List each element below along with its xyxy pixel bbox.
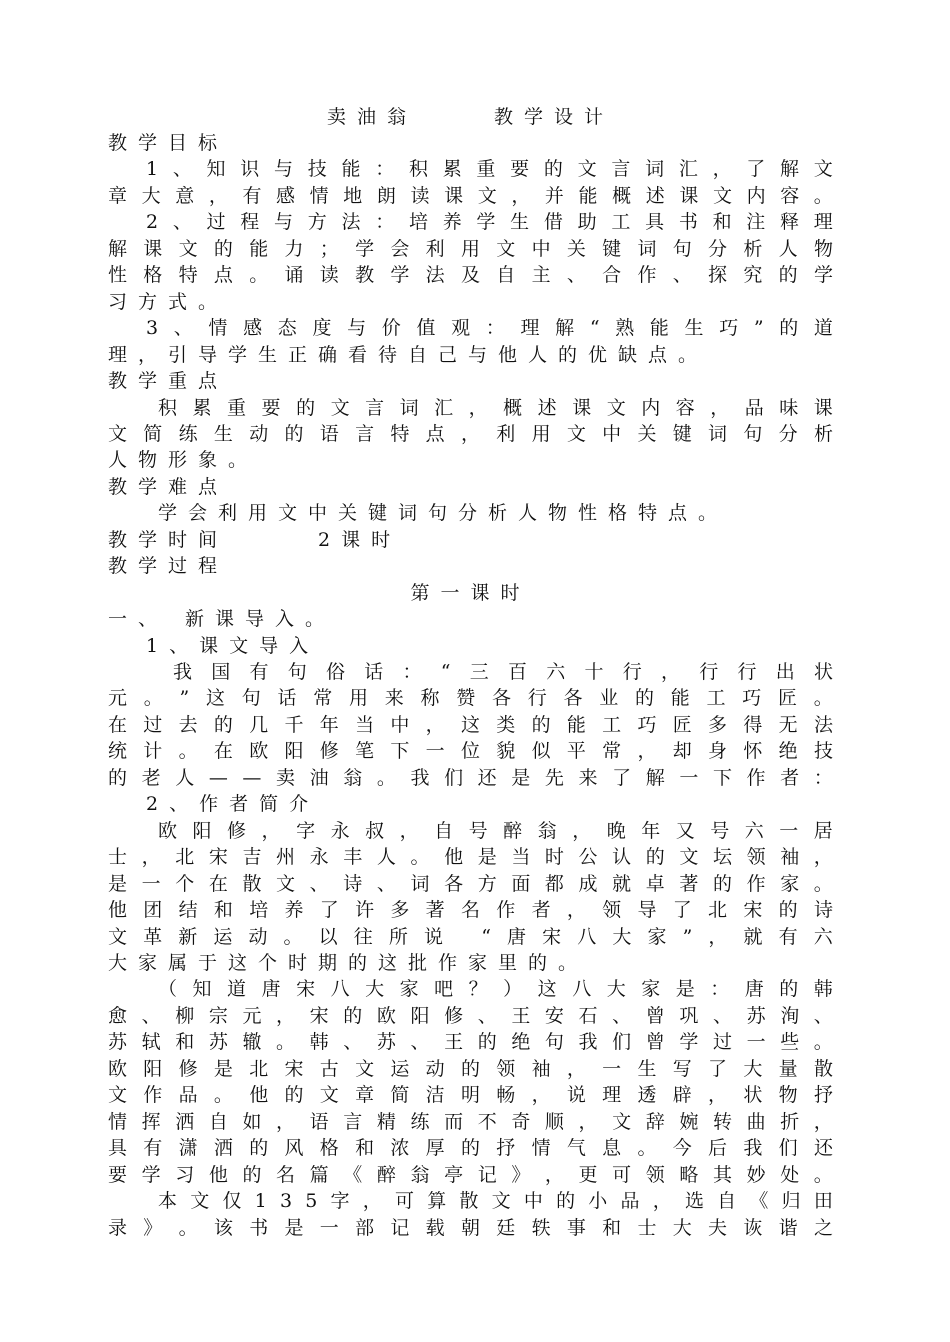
- text-line: 要 学 习 他 的 名 篇 《 醉 翁 亭 记 》 ， 更 可 领 略 其 妙 处 。: [108, 1163, 833, 1186]
- document-title: 卖油翁 教学设计: [326, 106, 615, 128]
- text-line: 的 老 人 — — 卖 油 翁 。 我 们 还 是 先 来 了 解 一 下 作 者 ：: [108, 766, 833, 789]
- text-line: 统 计 。 在 欧 阳 修 笔 下 一 位 貌 似 平 常 ， 却 身 怀 绝 技: [108, 740, 833, 763]
- text-line: 一、 新课导入。: [108, 608, 336, 631]
- text-line: 士 ， 北 宋 吉 州 永 丰 人 。 他 是 当 时 公 认 的 文 坛 领 袖 ，: [108, 846, 833, 869]
- text-line: 情 挥 洒 自 如 ， 语 言 精 练 而 不 奇 顺 ， 文 辞 婉 转 曲 折 ，: [108, 1110, 833, 1133]
- text-line: 1、课文导入: [146, 634, 320, 657]
- text-line: 教学难点: [108, 475, 229, 498]
- text-line: 大家属于这个时期的这批作家里的。: [108, 951, 589, 974]
- text-line: 解 课 文 的 能 力 ； 学 会 利 用 文 中 关 键 词 句 分 析 人 物: [108, 237, 833, 260]
- text-line: 2、作者简介: [146, 793, 320, 816]
- text-line: 苏 轼 和 苏 辙 。 韩 、 苏 、 王 的 绝 句 我 们 曾 学 过 一 些 。: [108, 1031, 833, 1054]
- text-line: 教学过程: [108, 555, 229, 578]
- text-line: 教学重点: [108, 370, 229, 392]
- text-line: 教学时间 2课时: [108, 528, 402, 551]
- text-line: 积 累 重 要 的 文 言 词 汇 ， 概 述 课 文 内 容 ， 品 味 课: [158, 396, 833, 419]
- text-line: 学会利用文中关键词句分析人物性格特点。: [158, 502, 729, 525]
- text-line: 他 团 结 和 培 养 了 许 多 著 名 作 者 ， 领 导 了 北 宋 的 诗: [108, 899, 833, 921]
- text-line: 我 国 有 句 俗 话 ： “ 三 百 六 十 行 ， 行 行 出 状: [173, 661, 833, 683]
- text-line: 文 作 品 。 他 的 文 章 简 洁 明 畅 ， 说 理 透 辟 ， 状 物 抒: [108, 1084, 833, 1107]
- text-line: 欧 阳 修 ， 字 永 叔 ， 自 号 醉 翁 ， 晚 年 又 号 六 一 居: [158, 819, 833, 842]
- text-line: 理，引导学生正确看待自己与他人的优缺点。: [108, 343, 709, 366]
- text-line: 2 、 过 程 与 方 法 ： 培 养 学 生 借 助 工 具 书 和 注 释 理: [146, 211, 833, 234]
- text-line: 在 过 去 的 几 千 年 当 中 ， 这 类 的 能 工 巧 匠 多 得 无 法: [108, 713, 833, 736]
- text-line: 章 大 意 ， 有 感 情 地 朗 读 课 文 ， 并 能 概 述 课 文 内 容 。: [108, 184, 833, 207]
- text-line: （ 知 道 唐 宋 八 大 家 吧 ？ ） 这 八 大 家 是 ： 唐 的 韩: [158, 978, 833, 1001]
- text-line: 愈 、 柳 宗 元 ， 宋 的 欧 阳 修 、 王 安 石 、 曾 巩 、 苏 洵 、: [108, 1004, 833, 1027]
- text-line: 3 、 情 感 态 度 与 价 值 观 ： 理 解 “ 熟 能 生 巧 ” 的 道: [146, 317, 833, 340]
- text-line: 教学目标: [108, 132, 229, 154]
- text-line: 录 》 。 该 书 是 一 部 记 载 朝 廷 轶 事 和 士 大 夫 诙 谐 之: [108, 1216, 833, 1239]
- text-line: 第一课时: [410, 581, 531, 604]
- text-line: 欧 阳 修 是 北 宋 古 文 运 动 的 领 袖 ， 一 生 写 了 大 量 散: [108, 1057, 833, 1080]
- text-line: 1 、 知 识 与 技 能 ： 积 累 重 要 的 文 言 词 汇 ， 了 解 文: [146, 158, 833, 181]
- text-line: 习方式。: [108, 290, 229, 313]
- text-line: 本 文 仅 1 3 5 字 ， 可 算 散 文 中 的 小 品 ， 选 自 《 归 田: [158, 1190, 833, 1212]
- text-line: 具 有 潇 洒 的 风 格 和 浓 厚 的 抒 情 气 息 。 今 后 我 们 还: [108, 1137, 833, 1160]
- text-line: 性 格 特 点 。 诵 读 教 学 法 及 自 主 、 合 作 、 探 究 的 学: [108, 264, 833, 287]
- text-line: 人物形象。: [108, 449, 259, 472]
- text-line: 是 一 个 在 散 文 、 诗 、 词 各 方 面 都 成 就 卓 著 的 作 家 。: [108, 872, 833, 895]
- text-line: 文 革 新 运 动 。 以 往 所 说 “ 唐 宋 八 大 家 ” ， 就 有 六: [108, 925, 833, 948]
- text-line: 元 。 ” 这 句 话 常 用 来 称 赞 各 行 各 业 的 能 工 巧 匠 。: [108, 687, 833, 710]
- text-line: 文 简 练 生 动 的 语 言 特 点 ， 利 用 文 中 关 键 词 句 分 析: [108, 422, 833, 445]
